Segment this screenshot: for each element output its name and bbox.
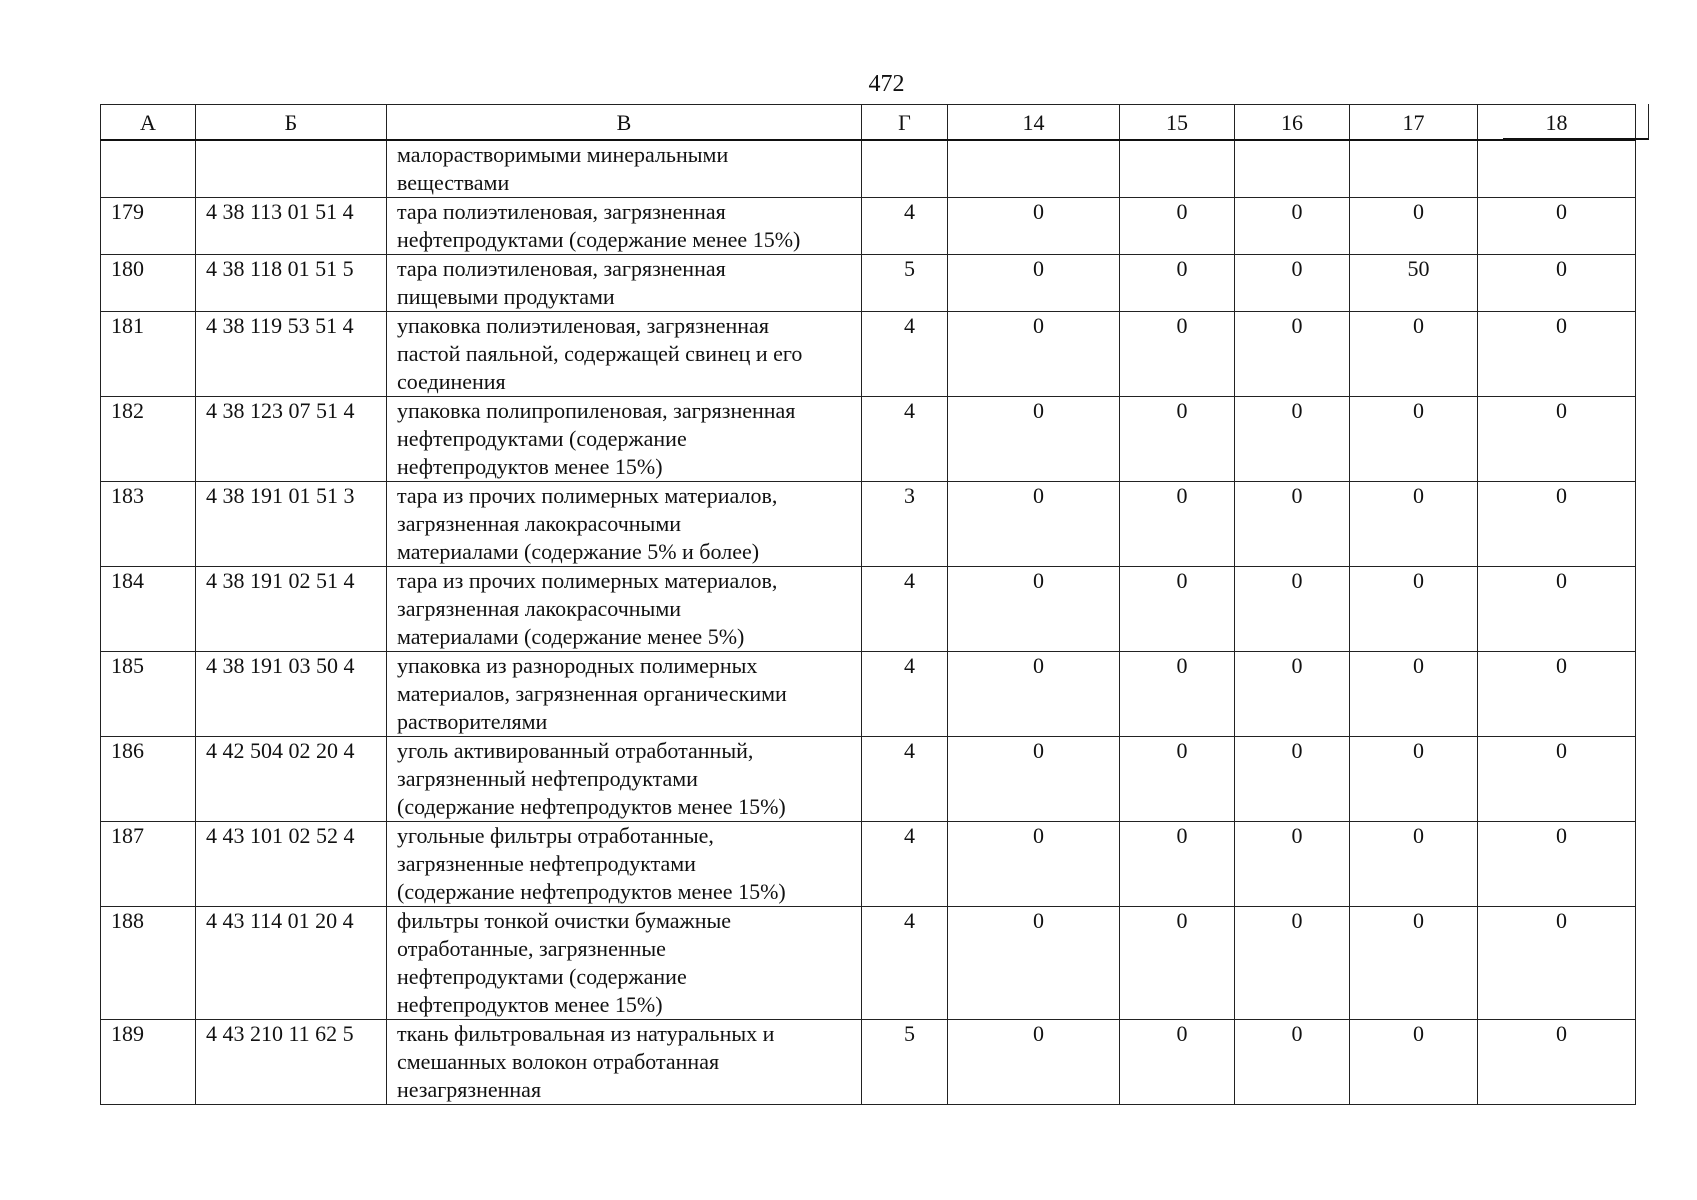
value-16 [1235, 140, 1350, 198]
value-15: 0 [1120, 567, 1235, 652]
table-row [101, 737, 1636, 822]
value-18: 0 [1478, 312, 1636, 397]
hazard-class: 4 [862, 397, 948, 482]
waste-name [387, 482, 862, 567]
waste-name-line: (содержание нефтепродуктов менее 15%) [397, 879, 786, 904]
value-18: 0 [1478, 397, 1636, 482]
column-header-16: 16 [1235, 105, 1350, 141]
value-15: 0 [1120, 255, 1235, 312]
hazard-class: 4 [862, 312, 948, 397]
waste-name-line: упаковка полиэтиленовая, загрязненная [397, 313, 769, 338]
value-14: 0 [948, 737, 1120, 822]
hazard-class: 4 [862, 198, 948, 255]
row-number: 180 [101, 255, 196, 312]
row-number: 185 [101, 652, 196, 737]
waste-code: 4 43 210 11 62 5 [196, 1020, 387, 1105]
value-18: 0 [1478, 652, 1636, 737]
table-row [101, 198, 1636, 255]
waste-code: 4 38 191 02 51 4 [196, 567, 387, 652]
value-18: 0 [1478, 198, 1636, 255]
waste-name [387, 907, 862, 1020]
waste-name-line: растворителями [397, 709, 548, 734]
waste-name-line: упаковка из разнородных полимерных [397, 653, 758, 678]
value-16: 0 [1235, 198, 1350, 255]
table-row [101, 312, 1636, 397]
value-15: 0 [1120, 397, 1235, 482]
hazard-class [862, 140, 948, 198]
value-14: 0 [948, 567, 1120, 652]
waste-name-line: нефтепродуктами (содержание [397, 964, 687, 989]
value-14: 0 [948, 652, 1120, 737]
waste-code: 4 38 118 01 51 5 [196, 255, 387, 312]
value-18: 0 [1478, 822, 1636, 907]
waste-name-line: загрязненные нефтепродуктами [397, 851, 696, 876]
value-15: 0 [1120, 1020, 1235, 1105]
value-14 [948, 140, 1120, 198]
table-row [101, 567, 1636, 652]
value-17 [1350, 140, 1478, 198]
value-17: 0 [1350, 907, 1478, 1020]
value-17: 0 [1350, 1020, 1478, 1105]
value-15: 0 [1120, 907, 1235, 1020]
value-18: 0 [1478, 482, 1636, 567]
value-15: 0 [1120, 482, 1235, 567]
value-16: 0 [1235, 312, 1350, 397]
waste-name [387, 140, 862, 198]
hazard-class: 4 [862, 737, 948, 822]
waste-name-line: тара из прочих полимерных материалов, [397, 483, 778, 508]
waste-name-line: веществами [397, 170, 510, 195]
waste-name [387, 255, 862, 312]
column-header-15: 15 [1120, 105, 1235, 141]
row-number: 186 [101, 737, 196, 822]
row-number: 181 [101, 312, 196, 397]
value-16: 0 [1235, 652, 1350, 737]
waste-name-line: загрязненная лакокрасочными [397, 511, 682, 536]
waste-name-line: тара из прочих полимерных материалов, [397, 568, 778, 593]
row-number [101, 140, 196, 198]
waste-name-line: незагрязненная [397, 1077, 542, 1102]
waste-name-line: тара полиэтиленовая, загрязненная [397, 256, 726, 281]
value-14: 0 [948, 397, 1120, 482]
value-14: 0 [948, 822, 1120, 907]
value-17: 0 [1350, 737, 1478, 822]
table-row [101, 1020, 1636, 1105]
value-18 [1478, 140, 1636, 198]
value-14: 0 [948, 198, 1120, 255]
value-18: 0 [1478, 1020, 1636, 1105]
value-14: 0 [948, 255, 1120, 312]
value-16: 0 [1235, 567, 1350, 652]
waste-name [387, 312, 862, 397]
waste-name-line: смешанных волокон отработанная [397, 1049, 720, 1074]
value-15 [1120, 140, 1235, 198]
value-16: 0 [1235, 482, 1350, 567]
waste-name-line: пищевыми продуктами [397, 284, 615, 309]
waste-name-line: нефтепродуктов менее 15%) [397, 454, 663, 479]
waste-name [387, 198, 862, 255]
waste-name-line: материалами (содержание менее 5%) [397, 624, 745, 649]
waste-code: 4 43 114 01 20 4 [196, 907, 387, 1020]
column-header-b: Б [196, 105, 387, 141]
waste-name [387, 567, 862, 652]
value-14: 0 [948, 1020, 1120, 1105]
hazard-class: 4 [862, 822, 948, 907]
value-17: 50 [1350, 255, 1478, 312]
value-18: 0 [1478, 255, 1636, 312]
column-header-14: 14 [948, 105, 1120, 141]
hazard-class: 5 [862, 1020, 948, 1105]
column-header-g: Г [862, 105, 948, 141]
header-rule-extension [1503, 104, 1649, 140]
value-16: 0 [1235, 907, 1350, 1020]
waste-name [387, 737, 862, 822]
hazard-class: 4 [862, 567, 948, 652]
waste-name-line: загрязненная лакокрасочными [397, 596, 682, 621]
waste-name [387, 652, 862, 737]
waste-name-line: угольные фильтры отработанные, [397, 823, 714, 848]
waste-name-line: нефтепродуктами (содержание [397, 426, 687, 451]
waste-name-line: упаковка полипропиленовая, загрязненная [397, 398, 796, 423]
row-number: 182 [101, 397, 196, 482]
column-header-18: 18 [1478, 105, 1636, 141]
hazard-class: 3 [862, 482, 948, 567]
column-header-v: В [387, 105, 862, 141]
value-15: 0 [1120, 737, 1235, 822]
waste-name-line: ткань фильтровальная из натуральных и [397, 1021, 775, 1046]
row-number: 179 [101, 198, 196, 255]
value-18: 0 [1478, 907, 1636, 1020]
waste-code: 4 38 191 01 51 3 [196, 482, 387, 567]
value-17: 0 [1350, 312, 1478, 397]
value-16: 0 [1235, 397, 1350, 482]
row-number: 184 [101, 567, 196, 652]
table-row [101, 140, 1636, 198]
value-15: 0 [1120, 312, 1235, 397]
table-row [101, 822, 1636, 907]
waste-code: 4 38 119 53 51 4 [196, 312, 387, 397]
waste-code: 4 38 191 03 50 4 [196, 652, 387, 737]
value-16: 0 [1235, 737, 1350, 822]
row-number: 187 [101, 822, 196, 907]
column-header-a: А [101, 105, 196, 141]
hazard-class: 4 [862, 652, 948, 737]
row-number: 183 [101, 482, 196, 567]
value-17: 0 [1350, 397, 1478, 482]
value-16: 0 [1235, 822, 1350, 907]
waste-name-line: уголь активированный отработанный, [397, 738, 754, 763]
value-16: 0 [1235, 255, 1350, 312]
waste-name-line: пастой паяльной, содержащей свинец и его [397, 341, 803, 366]
value-14: 0 [948, 312, 1120, 397]
waste-table [100, 104, 1636, 1105]
waste-name-line: загрязненный нефтепродуктами [397, 766, 698, 791]
waste-name-line: отработанные, загрязненные [397, 936, 666, 961]
page-number: 472 [868, 71, 905, 97]
waste-name-line: фильтры тонкой очистки бумажные [397, 908, 732, 933]
waste-name [387, 397, 862, 482]
waste-name-line: материалов, загрязненная органическими [397, 681, 787, 706]
table-row [101, 652, 1636, 737]
waste-name [387, 822, 862, 907]
waste-name-line: малорастворимыми минеральными [397, 142, 729, 167]
table-row [101, 255, 1636, 312]
value-17: 0 [1350, 198, 1478, 255]
table-header-row [101, 105, 1636, 141]
waste-code: 4 43 101 02 52 4 [196, 822, 387, 907]
value-17: 0 [1350, 822, 1478, 907]
waste-name-line: (содержание нефтепродуктов менее 15%) [397, 794, 786, 819]
value-14: 0 [948, 907, 1120, 1020]
hazard-class: 4 [862, 907, 948, 1020]
waste-code: 4 38 123 07 51 4 [196, 397, 387, 482]
value-17: 0 [1350, 482, 1478, 567]
column-header-17: 17 [1350, 105, 1478, 141]
value-18: 0 [1478, 567, 1636, 652]
waste-code: 4 38 113 01 51 4 [196, 198, 387, 255]
row-number: 188 [101, 907, 196, 1020]
waste-name [387, 1020, 862, 1105]
value-15: 0 [1120, 198, 1235, 255]
waste-name-line: тара полиэтиленовая, загрязненная [397, 199, 726, 224]
value-17: 0 [1350, 567, 1478, 652]
value-18: 0 [1478, 737, 1636, 822]
value-16: 0 [1235, 1020, 1350, 1105]
waste-name-line: материалами (содержание 5% и более) [397, 539, 760, 564]
waste-name-line: нефтепродуктов менее 15%) [397, 992, 663, 1017]
table-row [101, 907, 1636, 1020]
value-14: 0 [948, 482, 1120, 567]
waste-name-line: соединения [397, 369, 506, 394]
waste-code [196, 140, 387, 198]
table-row [101, 482, 1636, 567]
waste-code: 4 42 504 02 20 4 [196, 737, 387, 822]
hazard-class: 5 [862, 255, 948, 312]
value-15: 0 [1120, 652, 1235, 737]
value-17: 0 [1350, 652, 1478, 737]
waste-name-line: нефтепродуктами (содержание менее 15%) [397, 227, 801, 252]
value-15: 0 [1120, 822, 1235, 907]
row-number: 189 [101, 1020, 196, 1105]
table-row [101, 397, 1636, 482]
